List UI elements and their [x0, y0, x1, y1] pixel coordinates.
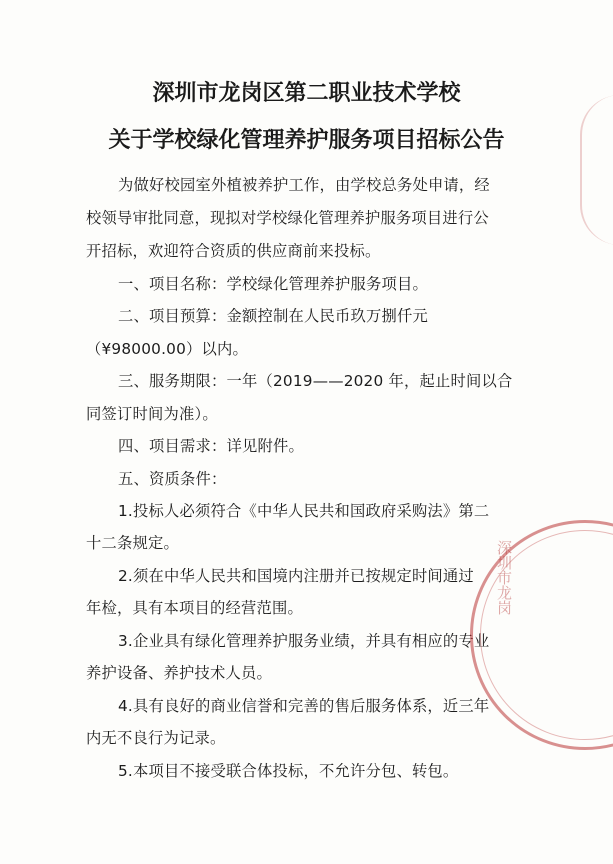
body-line: 三、服务期限：一年（2019——2020 年，起止时间以合 — [118, 372, 513, 390]
body-line: 2.须在中华人民共和国境内注册并已按规定时间通过 — [118, 567, 474, 585]
body-line: 同签订时间为准）。 — [86, 405, 218, 423]
body-line: 四、项目需求：详见附件。 — [118, 437, 304, 455]
body-line: 一、项目名称：学校绿化管理养护服务项目。 — [118, 275, 428, 293]
body-line: 4.具有良好的商业信誉和完善的售后服务体系，近三年 — [118, 697, 490, 715]
body-line: （¥98000.00）以内。 — [86, 340, 249, 358]
body-line: 养护设备、养护技术人员。 — [86, 664, 272, 682]
seam-stamp-mark — [580, 95, 613, 245]
body-line: 内无不良行为记录。 — [86, 729, 226, 747]
official-seal-text: 深圳市龙岗 — [495, 540, 513, 615]
title-announcement: 关于学校绿化管理养护服务项目招标公告 — [108, 127, 505, 153]
body-line: 5.本项目不接受联合体投标，不允许分包、转包。 — [118, 762, 459, 780]
body-line: 五、资质条件： — [118, 470, 227, 488]
body-line: 年检，具有本项目的经营范围。 — [86, 599, 303, 617]
body-line: 1.投标人必须符合《中华人民共和国政府采购法》第二 — [118, 502, 490, 520]
body-line: 为做好校园室外植被养护工作，由学校总务处申请，经 — [118, 176, 490, 194]
title-school-name: 深圳市龙岗区第二职业技术学校 — [152, 80, 461, 106]
body-line: 开招标，欢迎符合资质的供应商前来投标。 — [86, 242, 381, 260]
body-line: 十二条规定。 — [86, 534, 179, 552]
body-line: 二、项目预算：金额控制在人民币玖万捌仟元 — [118, 307, 428, 325]
body-line: 校领导审批同意，现拟对学校绿化管理养护服务项目进行公 — [86, 209, 489, 227]
body-line: 3.企业具有绿化管理养护服务业绩，并具有相应的专业 — [118, 632, 490, 650]
